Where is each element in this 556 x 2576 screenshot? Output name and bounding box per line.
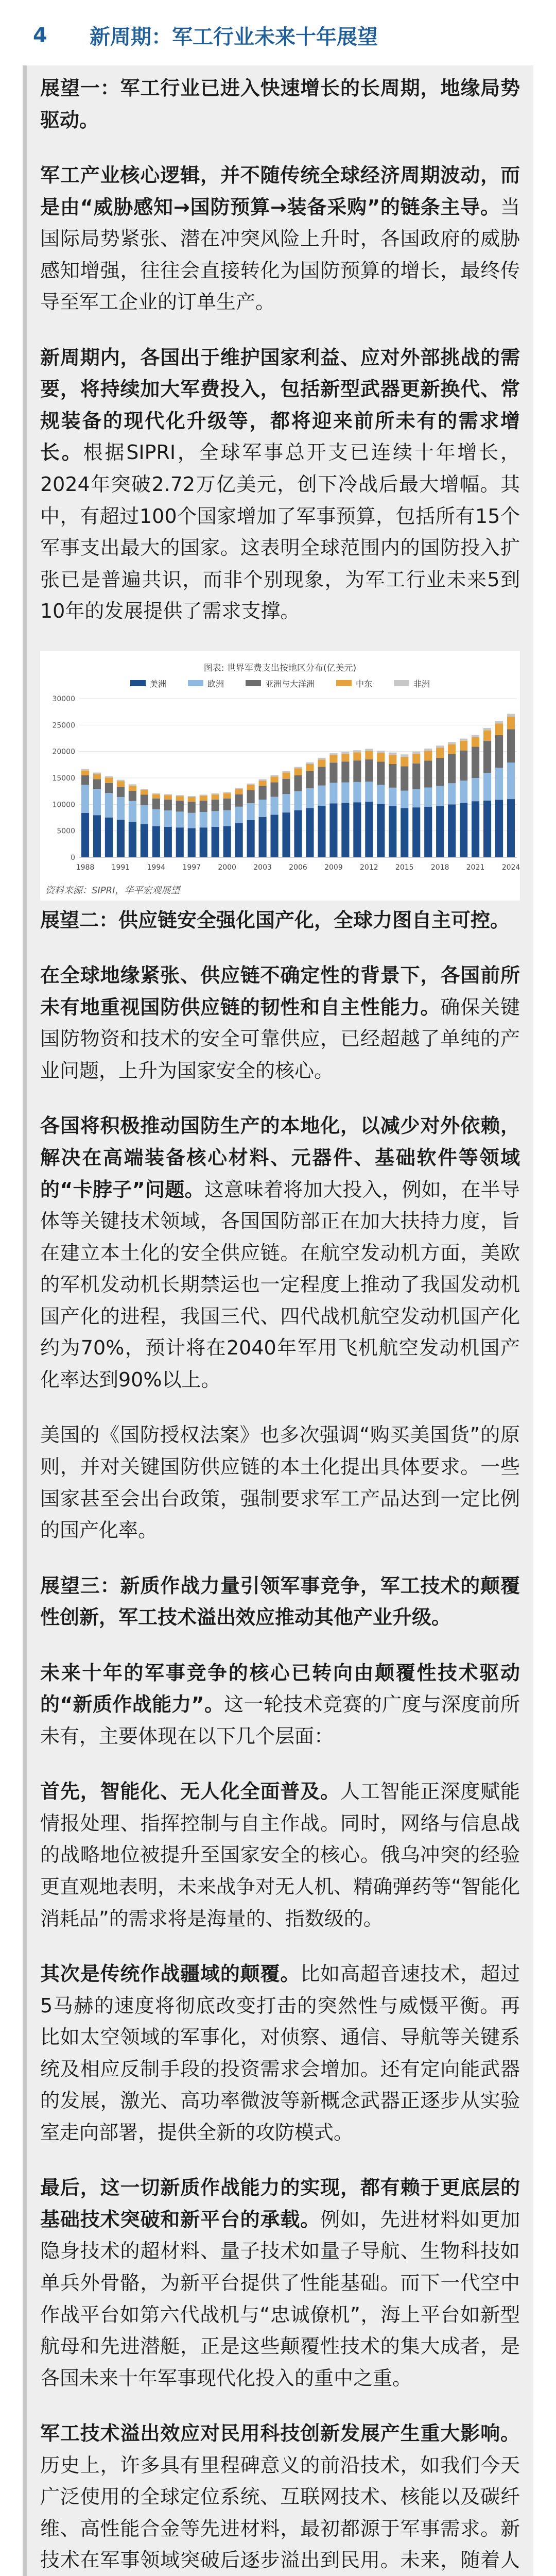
bar-segment — [176, 827, 184, 857]
legend-label: 欧洲 — [207, 679, 224, 689]
bar-segment — [164, 800, 172, 810]
bar-segment — [318, 805, 325, 857]
bar-segment — [259, 779, 267, 781]
bar-segment — [223, 810, 231, 826]
bar-segment — [188, 802, 196, 813]
bar-segment — [188, 796, 196, 797]
bar-segment — [318, 758, 325, 760]
bar-segment — [353, 782, 361, 802]
bar-segment — [472, 747, 479, 778]
bar-segment — [412, 754, 420, 764]
bar-segment — [401, 754, 408, 757]
bar-segment — [282, 771, 290, 772]
bar-segment — [365, 751, 373, 759]
bar-segment — [81, 813, 89, 857]
bar-segment — [117, 781, 125, 787]
section-title: 新周期：军工行业未来十年展望 — [90, 25, 378, 49]
bar-segment — [117, 820, 125, 857]
bar-segment — [223, 799, 231, 810]
bar-segment — [329, 753, 337, 755]
bar-segment — [212, 811, 219, 826]
bar-segment — [235, 788, 243, 789]
bar-segment — [294, 791, 302, 810]
y-tick-label: 20000 — [52, 748, 75, 756]
bar-segment — [341, 803, 349, 857]
bar-segment — [105, 793, 113, 818]
bar-segment — [270, 775, 278, 776]
bar-segment — [270, 776, 278, 782]
bar-segment — [483, 773, 491, 801]
bar-segment — [188, 797, 196, 802]
bar-segment — [306, 808, 314, 857]
bar-segment — [200, 827, 207, 857]
bar-segment — [365, 759, 373, 782]
bar-segment — [223, 826, 231, 857]
legend-item — [394, 677, 430, 689]
x-tick-label: 1997 — [182, 863, 201, 872]
section-number: 4 — [33, 23, 47, 47]
y-tick-label: 25000 — [52, 721, 75, 730]
bar-segment — [448, 744, 456, 754]
bar-segment — [152, 809, 160, 826]
bar-segment — [507, 762, 515, 799]
bar-segment — [176, 801, 184, 811]
bar-segment — [259, 786, 267, 800]
bar-segment — [188, 828, 196, 857]
legend-label: 非洲 — [413, 679, 430, 689]
x-tick-label: 1991 — [111, 863, 130, 872]
bar-segment — [495, 721, 503, 723]
bar-segment — [389, 764, 396, 788]
bar-segment — [105, 776, 113, 777]
section-heading — [33, 21, 523, 50]
bar-segment — [424, 749, 432, 751]
bar-segment — [436, 745, 444, 748]
x-tick-label: 2018 — [430, 863, 449, 872]
x-tick-label: 2000 — [218, 863, 236, 872]
bar-segment — [436, 786, 444, 806]
bar-segment — [365, 802, 373, 857]
bar-segment — [164, 810, 172, 827]
x-tick-label: 2009 — [324, 863, 343, 872]
legend-item — [336, 677, 372, 689]
bar-segment — [200, 794, 207, 795]
bar-segment — [306, 788, 314, 808]
bar-segment — [353, 752, 361, 760]
bar-segment — [129, 791, 136, 801]
bar-segment — [93, 779, 101, 789]
chart-source: 资料来源：SIPRI，华平宏观展望 — [45, 885, 180, 896]
bar-segment — [460, 803, 467, 857]
x-tick-label: 2021 — [466, 863, 485, 872]
bar-segment — [235, 794, 243, 807]
bar-segment — [436, 758, 444, 786]
bar-segment — [377, 804, 385, 857]
bar-segment — [259, 781, 267, 786]
outlook3-paragraph-6: 军工技术溢出效应对民用科技创新发展产生重大影响。历史上，许多具有里程碑意义的前沿技术，如我们今天广泛使用的全球定位系统、互联网技术、核能以及碳纤维、高性能合金等先进材料，最初都源于军事需求。新技术在军事领域突破后逐步溢出到民用。未来，随着人 — [40, 2422, 520, 2572]
bar-segment — [117, 797, 125, 820]
bar-segment — [270, 782, 278, 796]
x-tick-label: 2024 — [501, 863, 520, 872]
bar-segment — [353, 760, 361, 782]
bar-segment — [472, 735, 479, 737]
bar-segment — [223, 793, 231, 799]
bar-segment — [460, 781, 467, 803]
bar-segment — [507, 799, 515, 857]
bar-segment — [495, 735, 503, 768]
bar-segment — [294, 775, 302, 791]
x-tick-label: 2003 — [253, 863, 272, 872]
bar-segment — [141, 805, 148, 824]
outlook3-paragraph-2: 未来十年的军事竞争的核心已转向由颠覆性技术驱动的“新质作战能力”。这一轮技术竞赛的广度与深度前所未有，主要体现在以下几个层面： — [40, 1661, 520, 1748]
bar-segment — [200, 801, 207, 812]
article-quote-block — [23, 65, 533, 2576]
outlook1-paragraph-3: 新周期内，各国出于维护国家利益、应对外部挑战的需要，将持续加大军费投入，包括新型武器更新换代、常规装备的现代化升级等，都将迎来前所未有的需求增长。根据SIPRI，全球军事总开支已连续十年增长，2024年突破2.72万亿美元，创下冷战后最大增幅。其中，有超过100个国家增加了军事预算，包括所有15个军事支出最大的国家。这表明全球范围内的国防投入扩张已是普遍共识，而非个别现象，为军工行业未来5到10年的发展提供了需求支撑。 — [40, 346, 520, 623]
y-tick-label: 0 — [71, 853, 75, 862]
bar-segment — [141, 824, 148, 857]
bar-segment — [129, 822, 136, 857]
bar-segment — [483, 728, 491, 731]
bar-segment — [318, 767, 325, 785]
bar-segment — [329, 755, 337, 762]
bar-segment — [294, 810, 302, 857]
bar-segment — [341, 752, 349, 754]
bar-segment — [472, 737, 479, 747]
chart-legend — [43, 677, 517, 689]
bar-segment — [353, 802, 361, 857]
bar-segment — [365, 749, 373, 751]
bar-segment — [164, 827, 172, 857]
bar-segment — [341, 782, 349, 803]
bar-segment — [424, 807, 432, 857]
bar-segment — [176, 796, 184, 801]
legend-label: 亚洲与大洋洲 — [265, 679, 315, 689]
bar-segment — [377, 785, 385, 804]
bar-segment — [377, 753, 385, 761]
bar-segment — [318, 759, 325, 767]
legend-swatch — [394, 680, 409, 686]
bar-segment — [412, 789, 420, 807]
bar-segment — [141, 794, 148, 805]
bar-segment — [424, 787, 432, 806]
bar-segment — [129, 785, 136, 790]
bar-segment — [235, 807, 243, 823]
bar-segment — [507, 729, 515, 762]
bar-segment — [212, 793, 219, 794]
bar-segment — [129, 801, 136, 822]
outlook2-paragraph-2: 在全球地缘紧张、供应链不确定性的背景下，各国前所未有地重视国防供应链的韧性和自主性能力。确保关键国防物资和技术的安全可靠供应，已经超越了单纯的产业问题，上升为国家安全的核心。 — [40, 964, 520, 1082]
bar-segment — [141, 790, 148, 794]
bar-segment — [294, 768, 302, 775]
bar-segment — [318, 785, 325, 805]
bar-segment — [105, 783, 113, 793]
bar-segment — [412, 751, 420, 754]
bar-segment — [436, 806, 444, 857]
bar-segment — [235, 823, 243, 857]
legend-label: 中东 — [356, 679, 373, 689]
outlook3-paragraph-5: 最后，这一切新质作战能力的实现，都有赖于更底层的基础技术突破和新平台的承载。例如，先进材料如更加隐身技术的超材料、量子技术如量子导航、生物科技如单兵外骨骼，为新平台提供了性能基础。而下一代空中作战平台如第六代战机与“忠诚僚机”，海上平台如新型航母和先进潜艇，正是这些颠覆性技术的集大成者，是各国未来十年军事现代化投入的重中之重。 — [40, 2176, 520, 2389]
x-tick-label: 2015 — [395, 863, 414, 872]
bar-segment — [424, 760, 432, 787]
bar-segment — [176, 811, 184, 827]
bar-segment — [377, 761, 385, 784]
y-tick-label: 15000 — [52, 774, 75, 783]
bar-segment — [212, 800, 219, 811]
bar-segment — [448, 742, 456, 744]
bar-segment — [424, 751, 432, 760]
bar-segment — [389, 788, 396, 806]
bar-segment — [472, 778, 479, 801]
bar-segment — [329, 803, 337, 857]
y-tick-label: 30000 — [52, 694, 75, 703]
x-tick-label: 2006 — [289, 863, 307, 872]
bar-segment — [152, 793, 160, 794]
bar-segment — [306, 771, 314, 788]
bar-segment — [93, 789, 101, 815]
bar-segment — [93, 774, 101, 779]
bar-segment — [152, 799, 160, 809]
outlook1-heading: 展望一：军工行业已进入快速增长的长周期，地缘局势驱动。 — [40, 77, 520, 131]
bar-segment — [212, 794, 219, 800]
bar-segment — [401, 757, 408, 766]
bar-segment — [282, 778, 290, 793]
bar-segment — [152, 826, 160, 857]
legend-item — [130, 677, 166, 689]
bar-segment — [117, 787, 125, 797]
bar-segment — [81, 770, 89, 775]
bar-segment — [483, 730, 491, 741]
bar-segment — [448, 783, 456, 804]
bar-segment — [200, 812, 207, 827]
outlook1-paragraph-2: 军工产业核心逻辑，并不随传统全球经济周期波动，而是由“威胁感知→国防预算→装备采购”的链条主导。当国际局势紧张、潜在冲突风险上升时，各国政府的威胁感知增强，往往会直接转化为国防预算的增长，最终传导至军工企业的订单生产。 — [40, 164, 520, 314]
bar-segment — [436, 748, 444, 758]
bar-segment — [306, 764, 314, 771]
bar-segment — [282, 794, 290, 812]
y-tick-label: 5000 — [57, 827, 75, 836]
bar-segment — [401, 808, 408, 857]
bar-segment — [294, 767, 302, 768]
bar-segment — [495, 723, 503, 735]
bar-segment — [176, 795, 184, 796]
bar-segment — [259, 817, 267, 857]
bar-segment — [152, 794, 160, 799]
bar-segment — [247, 803, 255, 820]
bar-segment — [329, 762, 337, 783]
bar-segment — [495, 768, 503, 800]
legend-label: 美洲 — [149, 679, 166, 689]
bar-segment — [212, 827, 219, 857]
bar-segment — [472, 801, 479, 857]
bar-segment — [401, 766, 408, 790]
bar-segment — [412, 807, 420, 857]
bar-segment — [353, 750, 361, 752]
bar-segment — [117, 779, 125, 781]
outlook3-heading: 展望三：新质作战力量引领军事竞争，军工技术的颠覆性创新，军工技术溢出效应推动其他产业升级。 — [40, 1574, 520, 1629]
bar-segment — [282, 812, 290, 857]
outlook2-paragraph-4: 美国的《国防授权法案》也多次强调“购买美国货”的原则，并对关键国防供应链的本土化提出具体要求。一些国家甚至会出台政策，强制要求军工产品达到一定比例的国产化率。 — [40, 1423, 520, 1542]
bar-segment — [306, 762, 314, 764]
bar-segment — [507, 714, 515, 716]
bar-segment — [460, 750, 467, 781]
legend-swatch — [336, 680, 352, 686]
bar-segment — [129, 784, 136, 785]
bar-segment — [247, 785, 255, 790]
bar-segment — [495, 800, 503, 857]
outlook2-paragraph-3: 各国将积极推动国防生产的本地化，以减少对外依赖，解决在高端装备核心材料、元器件、基础软件等领域的“卡脖子”问题。这意味着将加大投入，例如，在半导体等关键技术领域，各国国防部正在加大扶持力度，旨在建立本土化的安全供应链。在航空发动机方面，美欧的军机发动机长期禁运也一定程度上推动了我国发动机国产化的进程，我国三代、四代战机航空发动机国产化约为70%，预计将在2040年军用飞机航空发动机国产化率达到90%以上。 — [40, 1114, 520, 1391]
legend-item — [188, 677, 224, 689]
bar-segment — [247, 784, 255, 785]
y-tick-label: 10000 — [52, 801, 75, 809]
military-spending-chart — [40, 651, 520, 901]
outlook3-paragraph-4: 其次是传统作战疆域的颠覆。比如高超音速技术，超过5马赫的速度将彻底改变打击的突然性与威慑平衡。再比如太空领域的军事化，对侦察、通信、导航等关键系统及相应反制手段的投资需求会增加。还有定向能武器的发展，激光、高功率微波等新概念武器正逐步从实验室走向部署，提供全新的攻防模式。 — [40, 1962, 520, 2144]
bar-segment — [460, 738, 467, 740]
bar-segment — [377, 751, 385, 753]
bar-segment — [247, 820, 255, 857]
bar-segment — [389, 806, 396, 857]
bar-segment — [259, 800, 267, 817]
bar-segment — [81, 785, 89, 812]
bar-segment — [448, 804, 456, 857]
legend-swatch — [188, 680, 203, 686]
outlook3-paragraph-3: 首先，智能化、无人化全面普及。人工智能正深度赋能情报处理、指挥控制与自主作战。同时，网络与信息战的战略地位被提升至国家安全的核心。俄乌冲突的经验更直观地表明，未来战争对无人机、精确弹药等“智能化消耗品”的需求将是海量的、指数级的。 — [40, 1780, 520, 1930]
bar-segment — [507, 717, 515, 730]
x-tick-label: 2012 — [360, 863, 378, 872]
bar-segment — [105, 777, 113, 783]
bar-segment — [365, 782, 373, 802]
bar-segment — [81, 769, 89, 770]
bar-segment — [483, 741, 491, 773]
bar-segment — [105, 817, 113, 857]
bar-segment — [270, 815, 278, 857]
x-tick-label: 1988 — [76, 863, 95, 872]
bar-segment — [164, 795, 172, 800]
bar-segment — [235, 789, 243, 794]
bar-segment — [188, 813, 196, 828]
bar-segment — [200, 795, 207, 801]
bar-segment — [412, 764, 420, 789]
bar-segment — [270, 796, 278, 815]
bar-segment — [164, 794, 172, 795]
chart-svg — [43, 692, 527, 878]
bar-segment — [223, 792, 231, 793]
legend-item — [246, 677, 315, 689]
bar-segment — [81, 775, 89, 785]
bar-segment — [448, 754, 456, 783]
bar-segment — [389, 755, 396, 764]
bar-segment — [141, 789, 148, 790]
bar-segment — [93, 772, 101, 774]
bar-segment — [389, 752, 396, 755]
bar-segment — [329, 783, 337, 803]
bar-segment — [341, 754, 349, 761]
bar-segment — [247, 790, 255, 803]
bar-segment — [282, 772, 290, 778]
bar-segment — [341, 761, 349, 782]
bar-segment — [401, 790, 408, 808]
legend-swatch — [130, 680, 146, 686]
chart-title: 图表: 世界军费支出按地区分布(亿美元) — [203, 663, 357, 673]
legend-swatch — [246, 680, 261, 686]
outlook2-heading: 展望二：供应链安全强化国产化，全球力图自主可控。 — [40, 908, 510, 931]
x-tick-label: 1994 — [147, 863, 166, 872]
bar-segment — [483, 801, 491, 857]
bar-segment — [460, 741, 467, 751]
bar-segment — [93, 815, 101, 857]
